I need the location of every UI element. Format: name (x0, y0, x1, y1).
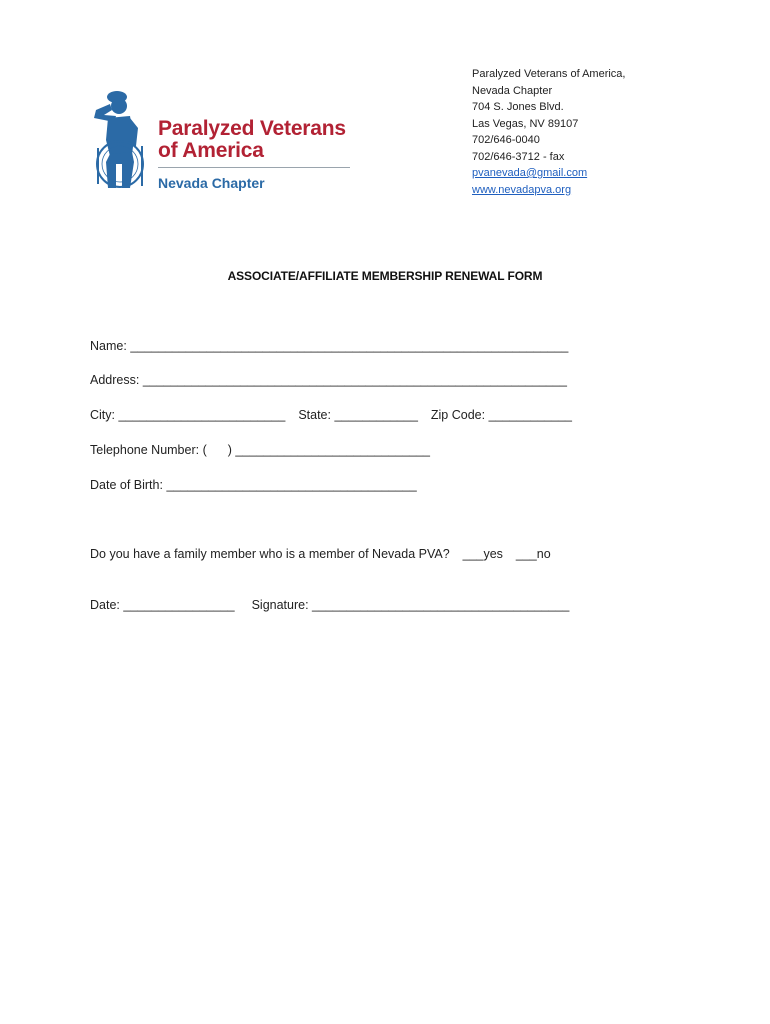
city-input-line[interactable]: ________________________ (118, 408, 286, 422)
name-field-row (90, 338, 568, 354)
dob-field-row (90, 477, 417, 493)
address-line-city: Las Vegas, NV 89107 (472, 117, 579, 130)
address-line-org: Paralyzed Veterans of America, (472, 68, 626, 80)
saluting-veteran-icon (90, 88, 154, 194)
no-input-line[interactable]: ___ (515, 547, 537, 561)
zip-label: Zip Code: (430, 408, 486, 422)
signature-label: Signature: (251, 598, 309, 612)
name-label: Name: (90, 339, 127, 353)
city-label: City: (90, 408, 115, 422)
form-title: ASSOCIATE/AFFILIATE MEMBERSHIP RENEWAL FORM (227, 269, 543, 283)
dob-input-line[interactable]: ____________________________________ (166, 478, 417, 492)
website-link[interactable]: www.nevadapva.org (472, 183, 572, 196)
logo-chapter-name: Nevada Chapter (158, 175, 265, 191)
address-block (472, 66, 625, 198)
address-phone: 702/646-0040 (472, 134, 540, 146)
telephone-field-row (90, 442, 430, 458)
date-label: Date: (90, 598, 120, 612)
yes-label: yes (483, 547, 503, 561)
logo-divider (158, 167, 350, 168)
address-line-street: 704 S. Jones Blvd. (472, 101, 564, 113)
name-input-line[interactable]: _______________________________________________________________ (130, 339, 569, 353)
email-link[interactable]: pvanevada@gmail.com (472, 167, 588, 179)
no-label: no (536, 547, 551, 561)
family-member-question-row (90, 546, 551, 562)
address-field-row (90, 372, 567, 388)
yes-input-line[interactable]: ___ (462, 547, 484, 561)
telephone-label: Telephone Number: ( (90, 443, 207, 457)
telephone-input-line[interactable]: ____________________________ (235, 443, 431, 457)
state-input-line[interactable]: ____________ (334, 408, 418, 422)
city-state-zip-row (90, 407, 572, 423)
logo-org-name-line2: of America (158, 139, 264, 162)
date-signature-row (90, 597, 569, 613)
signature-input-line[interactable]: _____________________________________ (312, 598, 570, 612)
pva-logo (90, 88, 355, 194)
family-member-question: Do you have a family member who is a member of Nevada PVA? (90, 547, 450, 561)
address-line-chapter: Nevada Chapter (472, 84, 553, 97)
date-input-line[interactable]: ________________ (123, 598, 235, 612)
dob-label: Date of Birth: (90, 478, 163, 492)
state-label: State: (298, 408, 331, 422)
zip-input-line[interactable]: ____________ (488, 408, 572, 422)
address-label: Address: (90, 373, 140, 387)
telephone-paren-close: ) (227, 443, 232, 457)
address-fax: 702/646-3712 - fax (472, 150, 565, 163)
logo-org-name-line1: Paralyzed Veterans (158, 117, 346, 140)
address-input-line[interactable]: _____________________________________________________________ (142, 373, 567, 387)
